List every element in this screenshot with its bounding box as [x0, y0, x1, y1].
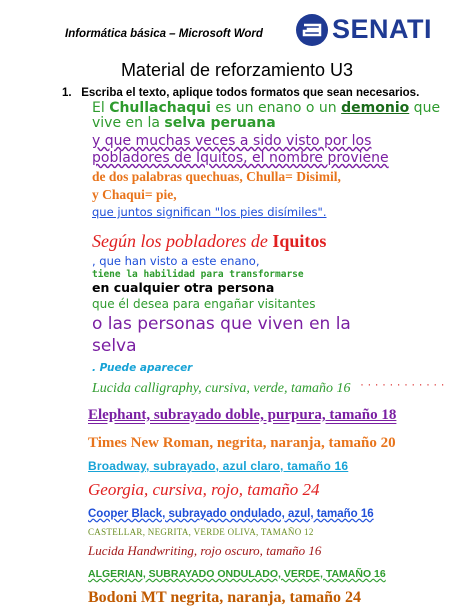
page-title: Material de reforzamiento U3 — [120, 60, 354, 80]
text-line-8 — [92, 231, 326, 252]
senati-logo-icon — [294, 12, 330, 48]
text-line-5: de dos palabras quechuas, Chulla= Disimil, — [92, 169, 341, 184]
font-sample-3: Times New Roman, negrita, naranja, tamaño 20 — [88, 435, 396, 451]
font-sample-5: Georgia, cursiva, rojo, tamaño 24 — [88, 480, 320, 499]
text-line-12: que él desea para engañar visitantes — [92, 297, 316, 311]
font-sample-2: Elephant, subrayado doble, purpura, tamaño 18 — [88, 407, 397, 423]
text-line-6: y Chaqui= pie, — [92, 187, 177, 202]
text-line-11: en cualquier otra persona — [92, 280, 275, 295]
text-line-2 — [92, 115, 276, 131]
senati-logo-text: SENATI — [332, 14, 433, 44]
font-sample-6: Cooper Black, subrayado ondulado, azul, tamaño 16 — [88, 508, 374, 520]
text-segment: que — [409, 100, 441, 116]
course-header: Informática básica – Microsoft Word — [65, 28, 263, 40]
text-segment: demonio — [341, 100, 410, 116]
font-sample-10: Bodoni MT negrita, naranja, tamaño 24 — [88, 589, 362, 606]
text-segment: selva peruana — [164, 115, 276, 131]
text-line-14: selva — [92, 336, 137, 356]
instruction — [62, 87, 419, 99]
font-sample-4: Broadway, subrayado, azul claro, tamaño 16 — [88, 459, 349, 473]
text-segment: es un enano o un — [210, 100, 342, 116]
senati-logo — [294, 12, 454, 48]
instruction-number: 1. — [62, 87, 72, 99]
font-sample-9: ALGERIAN, SUBRAYADO ONDULADO, VERDE, TAMAÑO 16 — [88, 568, 386, 580]
font-sample-8: Lucida Handwriting, rojo oscuro, tamaño 16 — [88, 543, 322, 558]
text-line-1 — [92, 100, 440, 116]
text-segment: vive en la — [92, 115, 165, 131]
text-line-9: , que han visto a este enano, — [92, 254, 260, 268]
text-segment: El — [92, 100, 110, 116]
text-segment: Chullachaqui — [109, 100, 211, 116]
text-line-10: tiene la habilidad para transformarse — [92, 269, 304, 280]
text-segment: Según los pobladores de — [92, 231, 273, 251]
text-line-15: . Puede aparecer — [92, 362, 193, 374]
instruction-text: Escriba el texto, aplique todos formatos que sean necesarios. — [81, 87, 420, 99]
overlapping-text-fragment: · · · · · · · · · · · · — [360, 377, 445, 391]
font-sample-1: Lucida calligraphy, cursiva, verde, tamaño 16 — [92, 381, 351, 396]
text-line-4: pobladores de Iquitos, el nombre proviene — [92, 150, 389, 166]
text-line-3: y que muchas veces a sido visto por los — [92, 133, 372, 149]
text-line-13: o las personas que viven en la — [92, 314, 351, 334]
text-line-7: que juntos significan "los pies disímiles". — [92, 205, 327, 219]
font-sample-7: CASTELLAR, NEGRITA, VERDE OLIVA, TAMAÑO 12 — [88, 527, 314, 537]
text-segment: Iquitos — [272, 231, 327, 251]
